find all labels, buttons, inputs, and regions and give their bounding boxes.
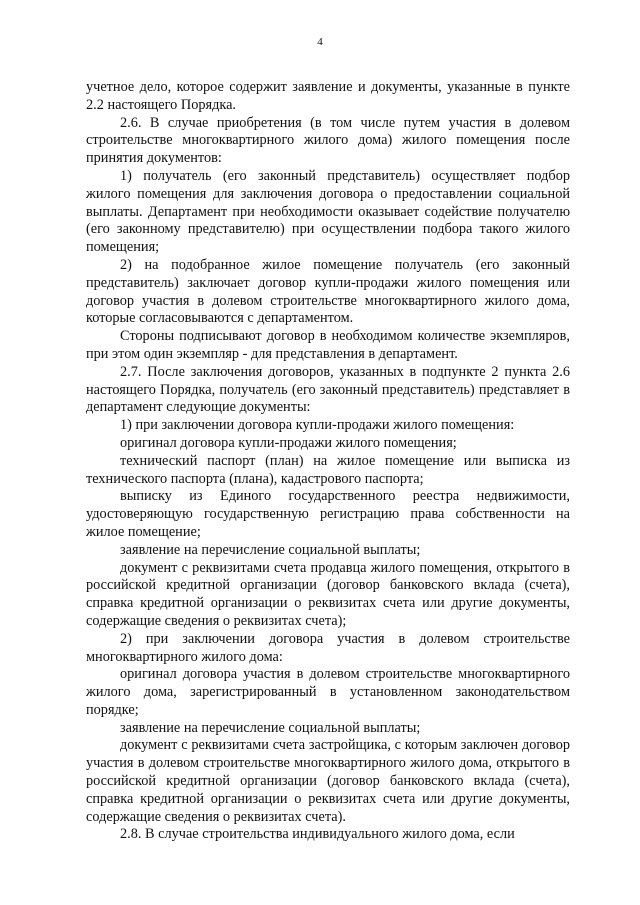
- paragraph-2-7-item-2: 2) при заключении договора участия в долевом строительстве многоквартирного жилого дома:: [86, 630, 570, 665]
- list-item-registry-extract: выписку из Единого государственного реестра недвижимости, удостоверяющую государственную регистрацию права собственности на жилое помещение;: [86, 488, 570, 540]
- list-item-seller-account: документ с реквизитами счета продавца жилого помещения, открытого в российской кредитной организации (договор банковского вклада (счета), справка кредитной организации о реквизитах счета или другие документы, содержащие сведения о реквизитах счета);: [86, 559, 570, 629]
- list-item-payment-application: заявление на перечисление социальной выплаты;: [120, 541, 421, 558]
- paragraph-parties-sign: Стороны подписывают договор в необходимом количестве экземпляров, при этом один экземпляр - для представления в департамент.: [86, 328, 570, 362]
- paragraph-2-7: 2.7. После заключения договоров, указанных в подпункте 2 пункта 2.6 настоящего Порядка, получатель (его законный представитель) представляет в департамент следующие документы:: [86, 363, 570, 416]
- list-item-technical-passport: технический паспорт (план) на жилое помещение или выписка из технического паспорта (плана), кадастрового паспорта;: [86, 452, 570, 487]
- list-item-original-contract: оригинал договора купли-продажи жилого помещения;: [120, 434, 457, 451]
- paragraph-2-6: 2.6. В случае приобретения (в том числе путем участия в долевом строительстве многоквартирного жилого дома) жилого помещения после принятия документов:: [86, 114, 570, 167]
- document-body: [86, 79, 570, 844]
- list-item-payment-application-2: заявление на перечисление социальной выплаты;: [120, 719, 421, 736]
- paragraph-2-6-item-2: 2) на подобранное жилое помещение получатель (его законный представитель) заключает договор купли-продажи жилого помещения или договор участия в долевом строительстве многоквартирного жилого дома, которые согласовываются с департаментом.: [86, 256, 570, 327]
- paragraph-2-6-item-1: 1) получатель (его законный представитель) осуществляет подбор жилого помещения для заключения договора о предоставлении социальной выплаты. Департамент при необходимости оказывает содействие получателю (его законному представителю) при осуществлении подбора такого жилого помещения;: [86, 167, 570, 256]
- paragraph-2-7-item-1: 1) при заключении договора купли-продажи жилого помещения:: [120, 417, 515, 434]
- paragraph-continuation: учетное дело, которое содержит заявление и документы, указанные в пункте 2.2 настоящего Порядка.: [86, 79, 570, 113]
- list-item-original-shared-contract: оригинал договора участия в долевом строительстве многоквартирного жилого дома, зарегистрированный в установленном законодательством порядке;: [86, 666, 570, 718]
- page-number: 4: [317, 36, 323, 48]
- list-item-developer-account: документ с реквизитами счета застройщика, с которым заключен договор участия в долевом строительстве многоквартирного жилого дома, открытого в российской кредитной организации (договор банковского вклада (счета), справка кредитной организации о реквизитах счета или другие документы, содержащие сведения о реквизитах счета).: [86, 737, 570, 825]
- paragraph-2-8: 2.8. В случае строительства индивидуального жилого дома, если: [120, 826, 515, 843]
